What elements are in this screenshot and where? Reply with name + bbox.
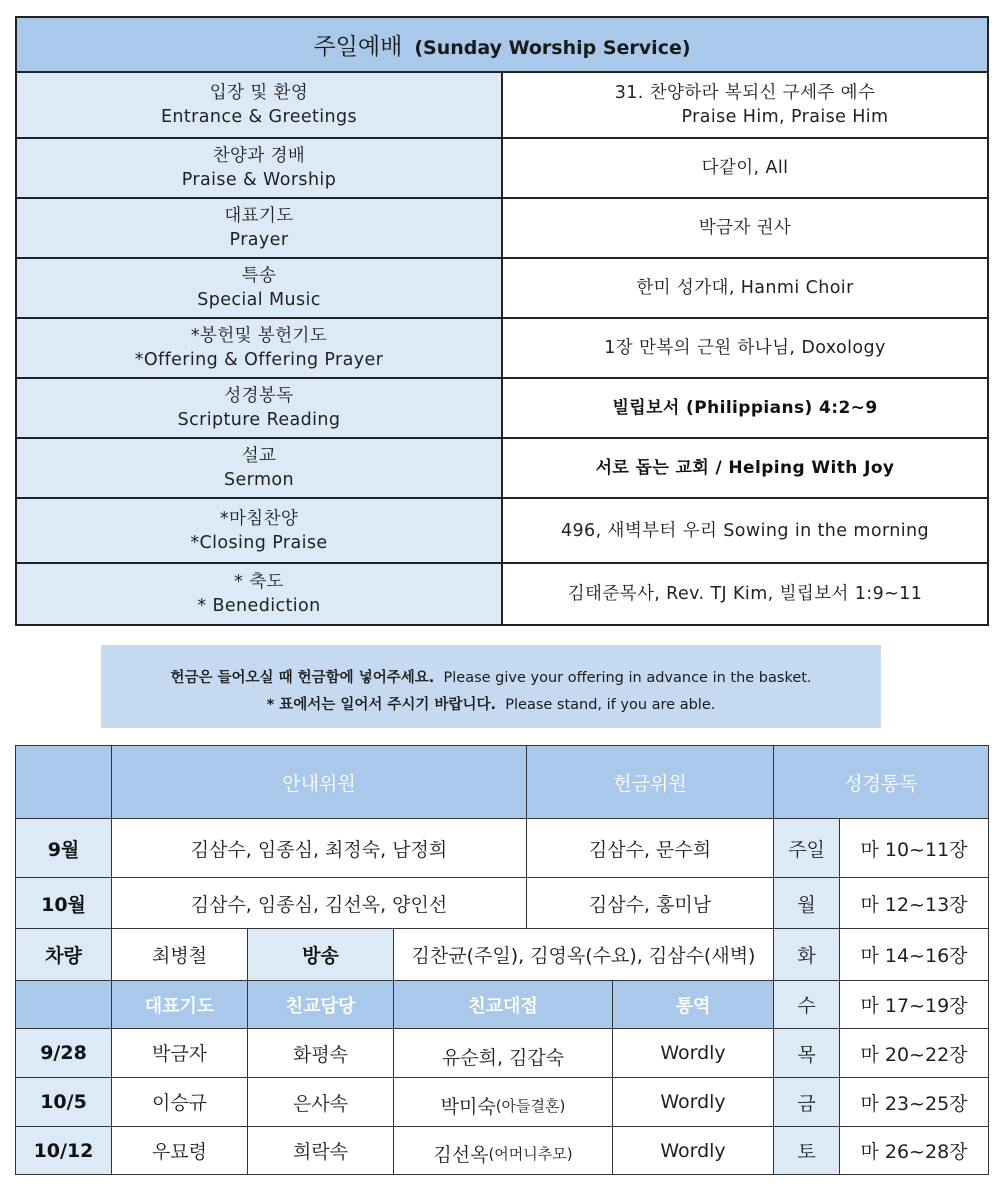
service-item-label [16, 563, 502, 625]
item-name-en: *Closing Praise [190, 532, 328, 553]
service-title-ko: 주일예배 [313, 34, 403, 60]
service-item-label [16, 258, 502, 318]
month-label: 9월 [15, 818, 112, 878]
reading-chapters: 마 14~16장 [839, 928, 989, 981]
reading-chapters: 마 20~22장 [839, 1028, 989, 1078]
reading-chapters: 마 26~28장 [839, 1126, 989, 1175]
week-fellowship: 은사속 [247, 1077, 394, 1127]
fellowship-header: 친교담당 [247, 980, 394, 1029]
reading-chapters: 마 10~11장 [839, 818, 989, 878]
item-value: 빌립보서 (Philippians) 4:2~9 [612, 398, 878, 418]
service-item-value [502, 438, 988, 498]
offering-notice [101, 645, 881, 728]
item-name-en: Special Music [197, 290, 321, 310]
notice-line-1 [101, 666, 881, 687]
roster-corner-cell [15, 745, 112, 819]
service-row [16, 198, 988, 258]
item-value: 1장 만복의 근원 하나님, Doxology [604, 338, 886, 358]
volunteer-roster [15, 745, 989, 1175]
vehicle-label: 차량 [15, 928, 112, 981]
item-name-en: * Benediction [197, 596, 321, 616]
ushers-header: 안내위원 [111, 745, 527, 819]
reading-chapters: 마 23~25장 [839, 1077, 989, 1127]
item-value: 31. 찬양하라 복되신 구세주 예수 [614, 83, 876, 103]
week-prayer: 박금자 [111, 1028, 248, 1078]
service-row [16, 438, 988, 498]
week-date: 10/5 [15, 1077, 112, 1127]
week-fellowship: 희락속 [247, 1126, 394, 1175]
reading-day: 화 [773, 928, 840, 981]
service-item-label [16, 72, 502, 138]
service-item-label [16, 438, 502, 498]
item-name-ko: 대표기도 [224, 206, 294, 226]
item-name-ko: *봉헌및 봉헌기도 [190, 326, 328, 346]
reading-chapters: 마 12~13장 [839, 877, 989, 929]
item-value: 서로 돕는 교회 / Helping With Joy [595, 458, 895, 478]
item-name-ko: 설교 [241, 446, 277, 466]
week-prayer: 이승규 [111, 1077, 248, 1127]
service-row [16, 318, 988, 378]
item-name-en: Prayer [229, 230, 289, 250]
item-value: 다같이, All [701, 158, 789, 178]
item-value: 496, 새벽부터 우리 Sowing in the morning [560, 520, 930, 541]
hosting-note: (아들결혼) [495, 1096, 566, 1115]
service-item-value [502, 72, 988, 138]
week-fellowship: 화평속 [247, 1028, 394, 1078]
subheader-corner-cell [15, 980, 112, 1029]
month-ushers: 김삼수, 임종심, 김선옥, 양인선 [111, 877, 527, 929]
item-name-en: Praise & Worship [181, 170, 337, 190]
item-name-ko: 입장 및 환영 [209, 83, 309, 103]
service-item-value [502, 318, 988, 378]
service-item-value [502, 498, 988, 563]
reading-day: 목 [773, 1028, 840, 1078]
service-item-label [16, 138, 502, 198]
notice-offering-en: Please give your offering in advance in the basket. [443, 670, 812, 686]
service-title-cell [16, 17, 988, 72]
translation-header: 통역 [612, 980, 774, 1029]
week-date: 10/12 [15, 1126, 112, 1175]
service-item-value [502, 138, 988, 198]
item-name-ko: 특송 [241, 266, 277, 286]
item-value: 박금자 권사 [698, 218, 792, 238]
reading-day: 주일 [773, 818, 840, 878]
item-name-en: Sermon [223, 470, 294, 490]
service-item-label [16, 198, 502, 258]
hosting-names: 김선옥 [433, 1144, 489, 1166]
service-item-label [16, 498, 502, 563]
order-of-service-table [15, 16, 989, 626]
broadcast-team: 김찬균(주일), 김영옥(수요), 김삼수(새벽) [393, 928, 774, 981]
service-row [16, 72, 988, 138]
reading-day: 수 [773, 980, 840, 1029]
item-value: 한미 성가대, Hanmi Choir [636, 278, 854, 298]
service-row [16, 498, 988, 563]
item-name-en: Scripture Reading [177, 410, 341, 430]
notice-stand-en: Please stand, if you are able. [505, 697, 716, 713]
broadcast-label: 방송 [247, 928, 394, 981]
month-label: 10월 [15, 877, 112, 929]
month-offering: 김삼수, 문수희 [526, 818, 774, 878]
item-name-ko: *마침찬양 [219, 508, 299, 529]
item-name-ko: 찬양과 경배 [212, 146, 306, 166]
week-prayer: 우묘령 [111, 1126, 248, 1175]
week-hosting [393, 1126, 613, 1175]
hosting-names: 박미숙 [440, 1095, 496, 1118]
hosting-note: (어머니추모) [488, 1145, 573, 1163]
week-translation: Wordly [612, 1077, 774, 1127]
hosting-header: 친교대접 [393, 980, 613, 1029]
notice-line-2 [101, 693, 881, 714]
vehicle-driver: 최병철 [111, 928, 248, 981]
service-item-value [502, 198, 988, 258]
reading-day: 토 [773, 1126, 840, 1175]
week-date: 9/28 [15, 1028, 112, 1078]
week-translation: Wordly [612, 1126, 774, 1175]
service-item-value [502, 258, 988, 318]
reading-chapters: 마 17~19장 [839, 980, 989, 1029]
reading-day: 금 [773, 1077, 840, 1127]
service-item-label [16, 378, 502, 438]
month-offering: 김삼수, 홍미남 [526, 877, 774, 929]
service-item-value [502, 378, 988, 438]
notice-offering-ko: 헌금은 들어오실 때 헌금함에 넣어주세요. [170, 670, 435, 686]
week-translation: Wordly [612, 1028, 774, 1078]
item-name-ko: * 축도 [234, 572, 284, 592]
service-row [16, 258, 988, 318]
prayer-header: 대표기도 [111, 980, 248, 1029]
item-name-ko: 성경봉독 [224, 386, 294, 406]
service-row [16, 378, 988, 438]
item-value-sub: Praise Him, Praise Him [681, 107, 889, 127]
service-row [16, 563, 988, 625]
service-row [16, 138, 988, 198]
item-value: 김태준목사, Rev. TJ Kim, 빌립보서 1:9~11 [567, 584, 923, 604]
reading-day: 월 [773, 877, 840, 929]
hosting-names: 유순희, 김갑숙 [441, 1046, 565, 1069]
service-title-en: (Sunday Worship Service) [414, 37, 691, 59]
week-hosting [393, 1028, 613, 1078]
item-name-en: Entrance & Greetings [160, 107, 358, 127]
bible-reading-header: 성경통독 [773, 745, 989, 819]
service-item-value [502, 563, 988, 625]
item-name-en: *Offering & Offering Prayer [134, 350, 384, 370]
notice-stand-ko: * 표에서는 일어서 주시기 바랍니다. [266, 697, 497, 713]
month-ushers: 김삼수, 임종심, 최정숙, 남정희 [111, 818, 527, 878]
week-hosting [393, 1077, 613, 1127]
service-item-label [16, 318, 502, 378]
offering-header: 헌금위원 [526, 745, 774, 819]
